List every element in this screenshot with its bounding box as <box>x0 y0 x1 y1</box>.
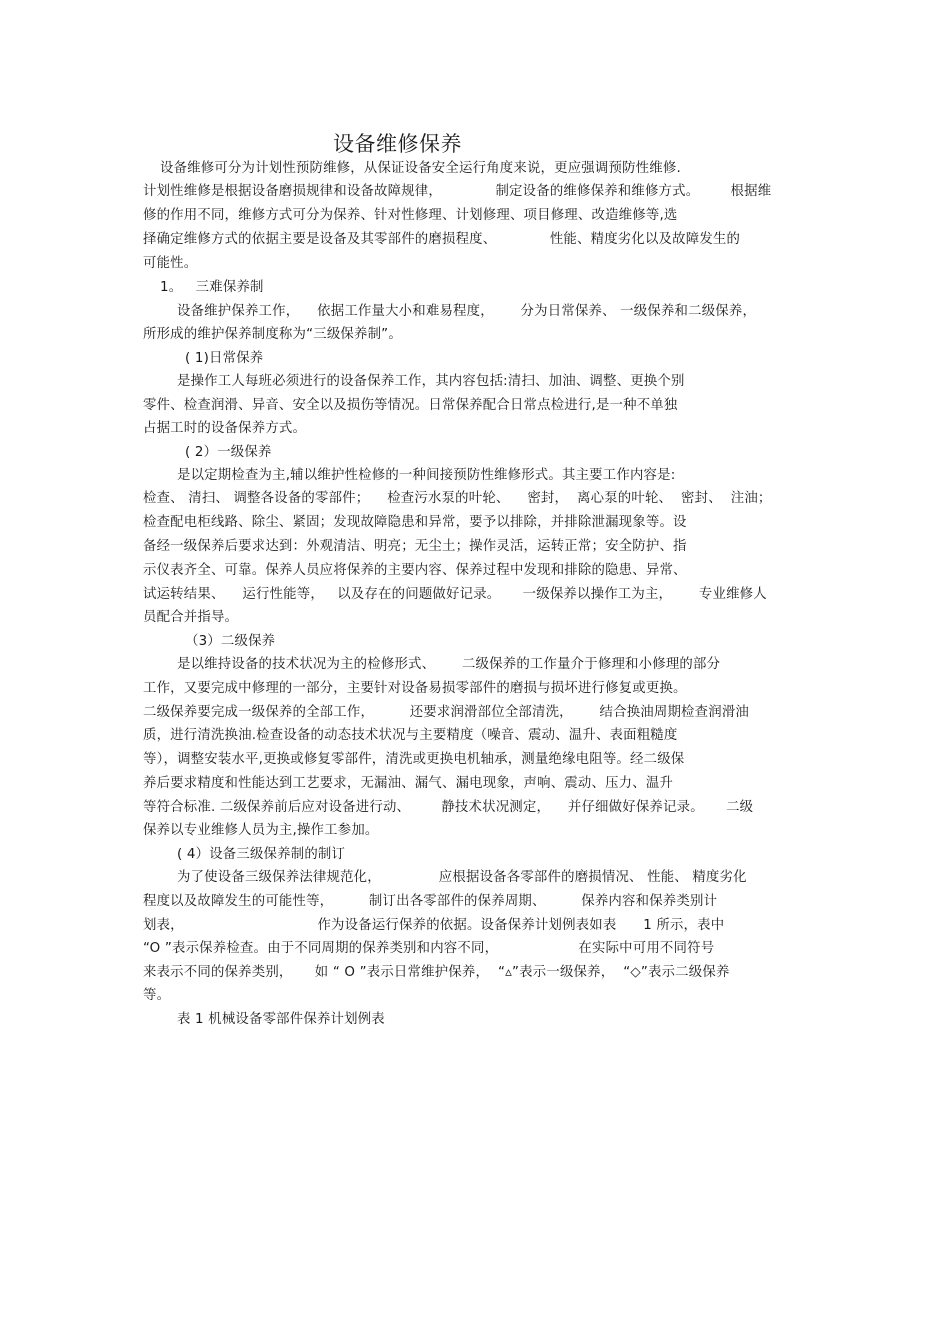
paragraph-line: 试运转结果、 运行性能等， 以及存在的问题做好记录。 一级保养以操作工为主， 专业维修人 <box>143 587 767 602</box>
paragraph-line: 零件、检查润滑、异音、安全以及损伤等情况。日常保养配合日常点检进行,是一种不单独 <box>143 398 678 413</box>
paragraph-line: 工作，又要完成中修理的一部分，主要针对设备易损零部件的磨损与损坏进行修复或更换。 <box>143 681 687 696</box>
paragraph-line: 修的作用不同，维修方式可分为保养、针对性修理、计划修理、项目修理、改造维修等,选 <box>143 208 678 223</box>
paragraph-line: 设备维修可分为计划性预防维修，从保证设备安全运行角度来说，更应强调预防性维修. <box>160 161 681 176</box>
paragraph-line: 占据工时的设备保养方式。 <box>143 421 307 436</box>
subsection-heading: （3）二级保养 <box>185 634 276 649</box>
paragraph-line: 所形成的维护保养制度称为“三级保养制”。 <box>143 327 402 342</box>
table-caption: 表 1 机械设备零部件保养计划例表 <box>177 1012 385 1027</box>
paragraph-line: 是操作工人每班必须进行的设备保养工作，其内容包括:清扫、加油、调整、更换个别 <box>177 374 685 389</box>
paragraph-line: 检查配电柜线路、除尘、紧固；发现故障隐患和异常，要予以排除，并排除泄漏现象等。设 <box>143 515 687 530</box>
paragraph-line: 等。 <box>143 988 171 1003</box>
paragraph-line: 划表， 作为设备运行保养的依据。设备保养计划例表如表 1 所示，表中 <box>143 918 725 933</box>
paragraph-line: 等符合标准. 二级保养前后应对设备进行动、 静技术状况测定， 并仔细做好保养记录。 二级 <box>143 800 754 815</box>
paragraph-line: 来表示不同的保养类别， 如 “ O ”表示日常维护保养， “▵”表示一级保养， “◇”表示二级保养 <box>143 965 730 980</box>
subsection-heading: ( 4）设备三级保养制的制订 <box>177 847 346 862</box>
subsection-heading: ( 2）一级保养 <box>185 445 272 460</box>
paragraph-line: 检查、 清扫、 调整各设备的零部件； 检查污水泵的叶轮、 密封， 离心泵的叶轮、 密封、 注油； <box>143 491 772 506</box>
paragraph-line: 为了使设备三级保养法律规范化， 应根据设备各零部件的磨损情况、 性能、 精度劣化 <box>177 870 747 885</box>
paragraph-line: 计划性维修是根据设备磨损规律和设备故障规律， 制定设备的维修保养和维修方式。 根据维 <box>143 184 772 199</box>
paragraph-line: 等），调整安装水平,更换或修复零部件，清洗或更换电机轴承，测量绝缘电阻等。经二级保 <box>143 752 685 767</box>
paragraph-line: 员配合并指导。 <box>143 610 239 625</box>
paragraph-line: 二级保养要完成一级保养的全部工作， 还要求润滑部位全部清洗， 结合换油周期检查润滑油 <box>143 705 750 720</box>
paragraph-line: 是以维持设备的技术状况为主的检修形式、 二级保养的工作量介于修理和小修理的部分 <box>177 657 721 672</box>
page-title: 设备维修保养 <box>333 132 462 156</box>
paragraph-line: 养后要求精度和性能达到工艺要求，无漏油、漏气、漏电现象，声响、震动、压力、温升 <box>143 776 674 791</box>
paragraph-line: 择确定维修方式的依据主要是设备及其零部件的磨损程度、 性能、精度劣化以及故障发生的 <box>143 232 741 247</box>
paragraph-line: 设备维护保养工作， 依据工作量大小和难易程度， 分为日常保养、 一级保养和二级保养， <box>177 304 757 319</box>
paragraph-line: “O ”表示保养检查。由于不同周期的保养类别和内容不同， 在实际中可用不同符号 <box>143 941 715 956</box>
subsection-heading: ( 1)日常保养 <box>185 351 264 366</box>
paragraph-line: 是以定期检查为主,辅以维护性检修的一种间接预防性维修形式。其主要工作内容是: <box>177 468 676 483</box>
paragraph-line: 可能性。 <box>143 256 198 271</box>
paragraph-line: 保养以专业维修人员为主,操作工参加。 <box>143 823 379 838</box>
paragraph-line: 示仪表齐全、可靠。保养人员应将保养的主要内容、保养过程中发现和排除的隐患、异常、 <box>143 563 687 578</box>
section-heading: 1。 三难保养制 <box>160 280 264 295</box>
paragraph-line: 备经一级保养后要求达到：外观清洁、明亮；无尘土；操作灵活，运转正常；安全防护、指 <box>143 539 687 554</box>
paragraph-line: 程度以及故障发生的可能性等， 制订出各零部件的保养周期、 保养内容和保养类别计 <box>143 894 718 909</box>
paragraph-line: 质，进行清洗换油.检查设备的动态技术状况与主要精度（噪音、震动、温升、表面粗糙度 <box>143 728 678 743</box>
